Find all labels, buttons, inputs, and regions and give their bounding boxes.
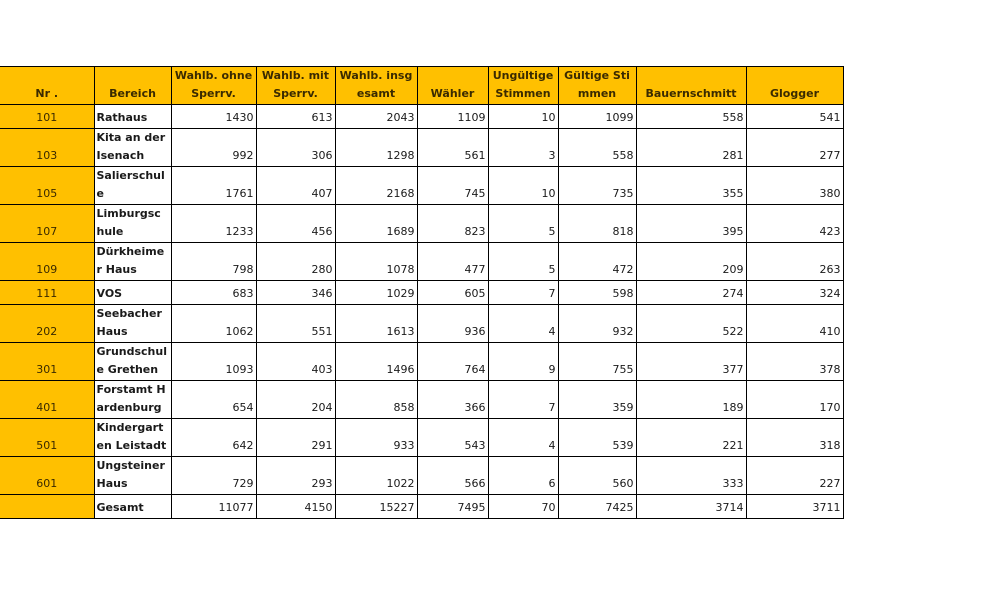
cell-wahlb-ohne[interactable]: 1430 xyxy=(171,105,256,129)
cell-bereich[interactable]: Dürkheimer Haus xyxy=(94,243,171,281)
cell-waehler[interactable]: 764 xyxy=(417,343,488,381)
header-glogger[interactable]: Glogger xyxy=(746,67,843,105)
cell-gueltige[interactable]: 359 xyxy=(558,381,636,419)
cell-wahlb-insgesamt[interactable]: 1022 xyxy=(335,457,417,495)
cell-wahlb-mit[interactable]: 613 xyxy=(256,105,335,129)
cell-gueltige[interactable]: 558 xyxy=(558,129,636,167)
header-bereich[interactable]: Bereich xyxy=(94,67,171,105)
total-row xyxy=(0,495,843,519)
cell-wahlb-insgesamt[interactable]: 933 xyxy=(335,419,417,457)
cell-glogger[interactable]: 380 xyxy=(746,167,843,205)
header-ungueltige[interactable]: Ungültige Stimmen xyxy=(488,67,558,105)
cell-glogger[interactable]: 541 xyxy=(746,105,843,129)
cell-nr[interactable]: 101 xyxy=(0,105,94,129)
cell-gueltige[interactable]: 472 xyxy=(558,243,636,281)
cell-ungueltige[interactable]: 7 xyxy=(488,281,558,305)
cell-wahlb-insgesamt[interactable]: 1689 xyxy=(335,205,417,243)
cell-wahlb-mit[interactable]: 293 xyxy=(256,457,335,495)
cell-wahlb-insgesamt[interactable]: 15227 xyxy=(335,495,417,519)
cell-nr[interactable]: 107 xyxy=(0,205,94,243)
cell-bauernschmitt[interactable]: 189 xyxy=(636,381,746,419)
cell-waehler[interactable]: 605 xyxy=(417,281,488,305)
cell-wahlb-insgesamt[interactable]: 1613 xyxy=(335,305,417,343)
cell-bauernschmitt[interactable]: 395 xyxy=(636,205,746,243)
cell-glogger[interactable]: 318 xyxy=(746,419,843,457)
cell-waehler[interactable]: 936 xyxy=(417,305,488,343)
cell-wahlb-mit[interactable]: 4150 xyxy=(256,495,335,519)
table-row xyxy=(0,205,843,243)
cell-wahlb-mit[interactable]: 204 xyxy=(256,381,335,419)
cell-nr[interactable]: 401 xyxy=(0,381,94,419)
cell-wahlb-ohne[interactable]: 1093 xyxy=(171,343,256,381)
table-row xyxy=(0,167,843,205)
cell-wahlb-ohne[interactable]: 683 xyxy=(171,281,256,305)
cell-wahlb-insgesamt[interactable]: 1078 xyxy=(335,243,417,281)
cell-wahlb-ohne[interactable]: 992 xyxy=(171,129,256,167)
cell-gueltige[interactable]: 1099 xyxy=(558,105,636,129)
header-wahlb-insgesamt[interactable]: Wahlb. insgesamt xyxy=(335,67,417,105)
cell-bauernschmitt[interactable]: 355 xyxy=(636,167,746,205)
cell-wahlb-mit[interactable]: 456 xyxy=(256,205,335,243)
cell-nr[interactable]: 109 xyxy=(0,243,94,281)
cell-wahlb-mit[interactable]: 291 xyxy=(256,419,335,457)
cell-waehler[interactable]: 366 xyxy=(417,381,488,419)
cell-bauernschmitt[interactable]: 281 xyxy=(636,129,746,167)
cell-wahlb-mit[interactable]: 346 xyxy=(256,281,335,305)
cell-bereich[interactable]: Ungsteiner Haus xyxy=(94,457,171,495)
cell-bereich[interactable]: Seebacher Haus xyxy=(94,305,171,343)
cell-wahlb-ohne[interactable]: 1761 xyxy=(171,167,256,205)
cell-ungueltige[interactable]: 10 xyxy=(488,105,558,129)
table-row xyxy=(0,381,843,419)
header-wahlb-ohne[interactable]: Wahlb. ohne Sperrv. xyxy=(171,67,256,105)
table-row xyxy=(0,305,843,343)
cell-nr[interactable]: 105 xyxy=(0,167,94,205)
cell-wahlb-ohne[interactable]: 1233 xyxy=(171,205,256,243)
cell-wahlb-mit[interactable]: 407 xyxy=(256,167,335,205)
header-row xyxy=(0,67,843,105)
table-row xyxy=(0,243,843,281)
cell-bauernschmitt[interactable]: 221 xyxy=(636,419,746,457)
cell-bereich[interactable]: Salierschule xyxy=(94,167,171,205)
cell-ungueltige[interactable]: 10 xyxy=(488,167,558,205)
cell-gueltige[interactable]: 598 xyxy=(558,281,636,305)
cell-bauernschmitt[interactable]: 522 xyxy=(636,305,746,343)
cell-nr[interactable]: 202 xyxy=(0,305,94,343)
cell-wahlb-insgesamt[interactable]: 1298 xyxy=(335,129,417,167)
header-bauernschmitt[interactable]: Bauernschmitt xyxy=(636,67,746,105)
cell-wahlb-insgesamt[interactable]: 2043 xyxy=(335,105,417,129)
election-results-table xyxy=(0,66,844,519)
cell-bereich[interactable]: Gesamt xyxy=(94,495,171,519)
cell-gueltige[interactable]: 755 xyxy=(558,343,636,381)
cell-wahlb-ohne[interactable]: 654 xyxy=(171,381,256,419)
cell-glogger[interactable]: 170 xyxy=(746,381,843,419)
cell-gueltige[interactable]: 539 xyxy=(558,419,636,457)
cell-nr[interactable]: 111 xyxy=(0,281,94,305)
cell-nr[interactable]: 501 xyxy=(0,419,94,457)
cell-glogger[interactable]: 277 xyxy=(746,129,843,167)
cell-ungueltige[interactable]: 6 xyxy=(488,457,558,495)
cell-gueltige[interactable]: 932 xyxy=(558,305,636,343)
cell-gueltige[interactable]: 560 xyxy=(558,457,636,495)
table-row xyxy=(0,343,843,381)
cell-bauernschmitt[interactable]: 377 xyxy=(636,343,746,381)
header-gueltige[interactable]: Gültige Stimmen xyxy=(558,67,636,105)
cell-waehler[interactable]: 823 xyxy=(417,205,488,243)
cell-nr[interactable]: 103 xyxy=(0,129,94,167)
header-nr[interactable]: Nr . xyxy=(0,67,94,105)
cell-ungueltige[interactable]: 4 xyxy=(488,305,558,343)
cell-wahlb-ohne[interactable]: 1062 xyxy=(171,305,256,343)
cell-waehler[interactable]: 543 xyxy=(417,419,488,457)
cell-waehler[interactable]: 7495 xyxy=(417,495,488,519)
cell-wahlb-mit[interactable]: 403 xyxy=(256,343,335,381)
cell-glogger[interactable]: 3711 xyxy=(746,495,843,519)
cell-bereich[interactable]: Kita an der Isenach xyxy=(94,129,171,167)
cell-bauernschmitt[interactable]: 3714 xyxy=(636,495,746,519)
cell-bereich[interactable]: Forstamt Hardenburg xyxy=(94,381,171,419)
cell-glogger[interactable]: 263 xyxy=(746,243,843,281)
header-waehler[interactable]: Wähler xyxy=(417,67,488,105)
cell-waehler[interactable]: 561 xyxy=(417,129,488,167)
cell-gueltige[interactable]: 7425 xyxy=(558,495,636,519)
cell-glogger[interactable]: 378 xyxy=(746,343,843,381)
cell-wahlb-insgesamt[interactable]: 1029 xyxy=(335,281,417,305)
header-wahlb-mit[interactable]: Wahlb. mit Sperrv. xyxy=(256,67,335,105)
cell-waehler[interactable]: 566 xyxy=(417,457,488,495)
cell-wahlb-insgesamt[interactable]: 858 xyxy=(335,381,417,419)
cell-ungueltige[interactable]: 7 xyxy=(488,381,558,419)
table-row xyxy=(0,129,843,167)
cell-wahlb-ohne[interactable]: 11077 xyxy=(171,495,256,519)
cell-bereich[interactable]: VOS xyxy=(94,281,171,305)
cell-wahlb-ohne[interactable]: 642 xyxy=(171,419,256,457)
cell-bereich[interactable]: Grundschule Grethen xyxy=(94,343,171,381)
cell-bereich[interactable]: Rathaus xyxy=(94,105,171,129)
table-row xyxy=(0,419,843,457)
cell-bauernschmitt[interactable]: 558 xyxy=(636,105,746,129)
cell-waehler[interactable]: 745 xyxy=(417,167,488,205)
cell-wahlb-mit[interactable]: 280 xyxy=(256,243,335,281)
cell-glogger[interactable]: 423 xyxy=(746,205,843,243)
cell-ungueltige[interactable]: 3 xyxy=(488,129,558,167)
cell-gueltige[interactable]: 735 xyxy=(558,167,636,205)
cell-ungueltige[interactable]: 4 xyxy=(488,419,558,457)
cell-nr[interactable] xyxy=(0,495,94,519)
cell-bereich[interactable]: Limburgschule xyxy=(94,205,171,243)
cell-glogger[interactable]: 410 xyxy=(746,305,843,343)
cell-glogger[interactable]: 227 xyxy=(746,457,843,495)
cell-wahlb-insgesamt[interactable]: 1496 xyxy=(335,343,417,381)
cell-nr[interactable]: 301 xyxy=(0,343,94,381)
cell-waehler[interactable]: 477 xyxy=(417,243,488,281)
cell-bauernschmitt[interactable]: 274 xyxy=(636,281,746,305)
cell-wahlb-ohne[interactable]: 798 xyxy=(171,243,256,281)
table-row xyxy=(0,105,843,129)
table-row xyxy=(0,457,843,495)
cell-bauernschmitt[interactable]: 209 xyxy=(636,243,746,281)
cell-wahlb-mit[interactable]: 551 xyxy=(256,305,335,343)
cell-ungueltige[interactable]: 5 xyxy=(488,205,558,243)
cell-glogger[interactable]: 324 xyxy=(746,281,843,305)
cell-waehler[interactable]: 1109 xyxy=(417,105,488,129)
cell-bereich[interactable]: Kindergarten Leistadt xyxy=(94,419,171,457)
cell-bauernschmitt[interactable]: 333 xyxy=(636,457,746,495)
election-results-sheet xyxy=(0,66,844,519)
cell-wahlb-ohne[interactable]: 729 xyxy=(171,457,256,495)
cell-gueltige[interactable]: 818 xyxy=(558,205,636,243)
cell-wahlb-mit[interactable]: 306 xyxy=(256,129,335,167)
cell-ungueltige[interactable]: 70 xyxy=(488,495,558,519)
cell-ungueltige[interactable]: 9 xyxy=(488,343,558,381)
cell-ungueltige[interactable]: 5 xyxy=(488,243,558,281)
cell-nr[interactable]: 601 xyxy=(0,457,94,495)
table-row xyxy=(0,281,843,305)
cell-wahlb-insgesamt[interactable]: 2168 xyxy=(335,167,417,205)
